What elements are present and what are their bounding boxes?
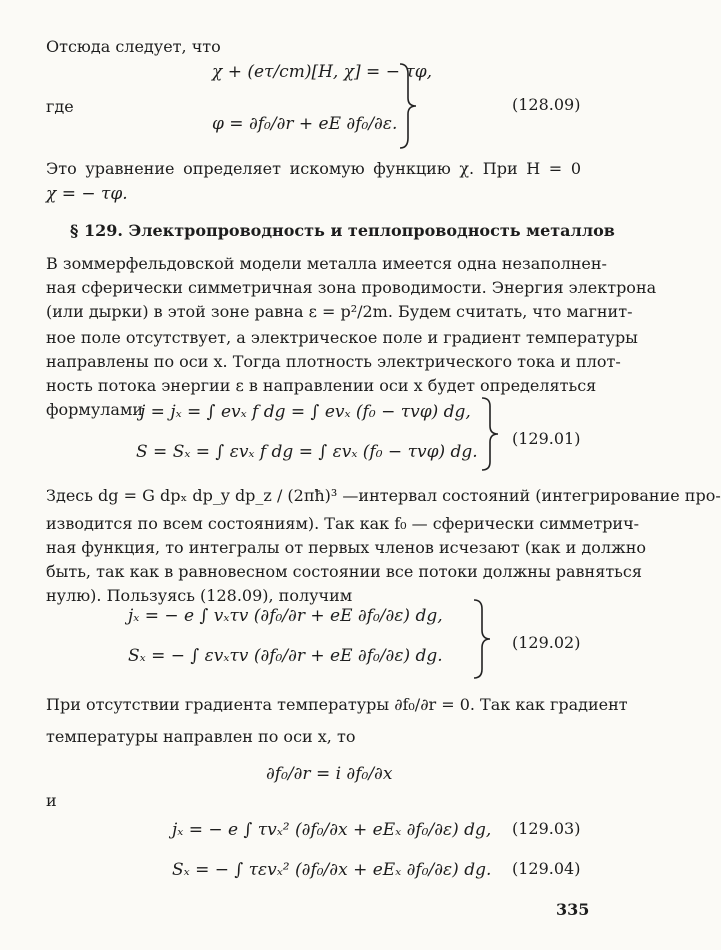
right-brace-128-09 xyxy=(398,62,420,150)
paragraph-line: (или дырки) в этой зоне равна ε = p²/2m. Будем считать, что магнит- xyxy=(46,302,633,321)
and-word: и xyxy=(46,791,57,810)
page-number: 335 xyxy=(556,900,590,919)
intro-text: Отсюда следует, что xyxy=(46,37,221,56)
eq-number-129-01: (129.01) xyxy=(512,429,581,448)
eq-128-09-line2: φ = ∂f₀/∂r + eE ∂f₀/∂ε. xyxy=(212,114,398,134)
paragraph-line: В зоммерфельдовской модели металла имеется одна незаполнен- xyxy=(46,254,607,273)
paragraph-line: формулами xyxy=(46,400,144,419)
paragraph-line: направлены по оси x. Тогда плотность электрического тока и плот- xyxy=(46,352,621,371)
eq-129-04: Sₓ = − ∫ τεvₓ² (∂f₀/∂x + eEₓ ∂f₀/∂ε) dg. xyxy=(172,860,492,880)
eq-129-01-line2: S = Sₓ = ∫ εvₓ f dg = ∫ εvₓ (f₀ − τvφ) dg. xyxy=(136,442,478,462)
eq-number-128-09: (128.09) xyxy=(512,95,581,114)
eq-129-03: jₓ = − e ∫ τvₓ² (∂f₀/∂x + eEₓ ∂f₀/∂ε) dg, xyxy=(172,820,492,840)
paragraph-line: изводится по всем состояниям). Так как f₀ — сферически симметрич- xyxy=(46,514,640,533)
eq-129-02-line2: Sₓ = − ∫ εvₓτv (∂f₀/∂r + eE ∂f₀/∂ε) dg. xyxy=(128,646,443,666)
equation-remark: Это уравнение определяет искомую функцию χ. При H = 0 xyxy=(46,159,581,178)
chi-definition: χ = − τφ. xyxy=(46,184,128,204)
right-brace-129-01 xyxy=(480,396,502,472)
gradient-equation: ∂f₀/∂r = i ∂f₀/∂x xyxy=(266,764,393,784)
eq-number-129-02: (129.02) xyxy=(512,633,581,652)
paragraph-3-line2: температуры направлен по оси x, то xyxy=(46,727,356,746)
paragraph-line: нулю). Пользуясь (128.09), получим xyxy=(46,586,353,605)
paragraph-line: ная сферически симметричная зона проводимости. Энергия электрона xyxy=(46,278,657,297)
eq-128-09-line1: χ + (eτ/cm)[H, χ] = − τφ, xyxy=(212,62,433,82)
paragraph-line: Здесь dg = G dpₓ dp_y dp_z / (2πħ)³ —интервал состояний (интегрирование про- xyxy=(46,486,721,505)
eq-129-02-line1: jₓ = − e ∫ vₓτv (∂f₀/∂r + eE ∂f₀/∂ε) dg, xyxy=(128,606,443,626)
where-word: где xyxy=(46,97,74,116)
paragraph-line: ное поле отсутствует, а электрическое поле и градиент температуры xyxy=(46,328,638,347)
eq-number-129-03: (129.03) xyxy=(512,819,581,838)
right-brace-129-02 xyxy=(472,598,494,680)
paragraph-line: быть, так как в равновесном состоянии все потоки должны равняться xyxy=(46,562,642,581)
paragraph-line: ная функция, то интегралы от первых членов исчезают (как и должно xyxy=(46,538,647,557)
paragraph-line: ность потока энергии ε в направлении оси x будет определяться xyxy=(46,376,597,395)
eq-number-129-04: (129.04) xyxy=(512,859,581,878)
section-title: § 129. Электропроводность и теплопроводность металлов xyxy=(70,221,615,240)
paragraph-3-line1: При отсутствии градиента температуры ∂f₀/∂r = 0. Так как градиент xyxy=(46,695,628,714)
eq-129-01-line1: j = jₓ = ∫ evₓ f dg = ∫ evₓ (f₀ − τvφ) dg, xyxy=(140,402,471,422)
paragraph-2 xyxy=(46,484,721,608)
